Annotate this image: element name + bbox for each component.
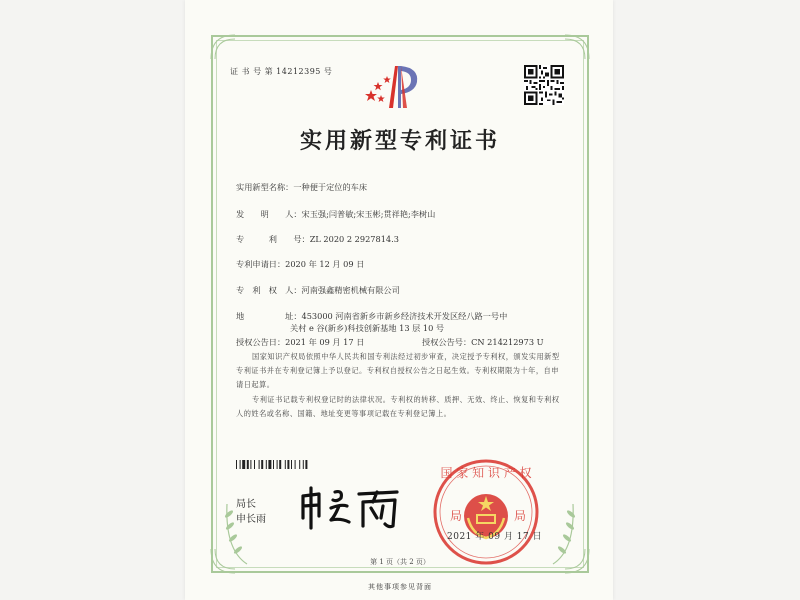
barcode-bar xyxy=(291,460,292,469)
barcode-bar xyxy=(277,460,278,469)
patent-office-emblem-icon xyxy=(365,62,425,110)
footer-note: 其他事项参见背面 xyxy=(368,583,432,591)
svg-text:局: 局 xyxy=(514,509,527,523)
field-application-date xyxy=(236,259,364,270)
field-grant-number xyxy=(422,337,544,348)
field-inventors xyxy=(236,209,435,220)
grant-statement-paragraph: 国家知识产权局依照中华人民共和国专利法经过初步审查，决定授予专利权，颁发实用新型专利证书并在专利登记簿上予以登记。专利权自授权公告之日起生效。专利权期限为十年，自申请日起算。 xyxy=(236,352,560,389)
barcode-bar xyxy=(236,460,237,469)
field-label: 实用新型名称： xyxy=(236,182,294,192)
svg-text:局: 局 xyxy=(450,509,463,523)
field-value: 453000 河南省新乡市新乡经济技术开发区经八路一号中 xyxy=(301,311,508,321)
barcode-bar xyxy=(247,460,249,469)
barcode-bar xyxy=(279,460,281,469)
address-line-2: 关村 e 谷(新乡)科技创新基地 13 层 10 号 xyxy=(290,323,445,333)
barcode-bar xyxy=(242,460,245,469)
field-label: 发 明 人： xyxy=(236,209,302,219)
field-value: CN 214212973 U xyxy=(471,337,544,347)
field-value: 一种便于定位的车床 xyxy=(293,182,368,192)
barcode-bar xyxy=(303,460,304,469)
barcode-bar xyxy=(273,460,274,469)
barcode-bar xyxy=(295,460,296,469)
barcode-bar xyxy=(250,460,251,469)
barcode-bar xyxy=(287,460,289,469)
legal-status-paragraph: 专利证书记载专利权登记时的法律状况。专利权的转移、质押、无效、终止、恢复和专利权人的姓名或名称、国籍、地址变更等事项记载在专利登记簿上。 xyxy=(236,395,560,418)
barcode-icon xyxy=(236,460,344,469)
field-label: 专利申请日： xyxy=(236,259,286,269)
field-value: 河南强鑫精密机械有限公司 xyxy=(301,285,400,295)
field-value: ZL 2020 2 2927814.3 xyxy=(309,234,399,244)
barcode-bar xyxy=(305,460,307,469)
field-address xyxy=(236,311,507,322)
seal-date: 2021 年 09 月 17 日 xyxy=(447,532,543,542)
barcode-bar xyxy=(268,460,271,469)
barcode-bar xyxy=(299,460,300,469)
corner-ornament-icon xyxy=(209,33,237,61)
barcode-bar xyxy=(259,460,260,469)
field-label: 专 利 号： xyxy=(236,234,310,244)
field-label: 专 利 权 人： xyxy=(236,285,302,295)
page-number: 第 1 页（共 2 页） xyxy=(370,558,430,566)
director-title: 局长 xyxy=(236,499,256,510)
svg-text:国 家 知 识 产 权: 国 家 知 识 产 权 xyxy=(440,466,532,480)
field-patent-number xyxy=(236,234,399,245)
field-value: 2021 年 09 月 17 日 xyxy=(285,337,365,347)
field-grant-date xyxy=(236,337,364,348)
barcode-bar xyxy=(240,460,241,469)
national-ip-seal-icon xyxy=(432,458,543,566)
field-label: 地 址： xyxy=(236,311,302,321)
field-label: 授权公告日： xyxy=(236,337,286,347)
field-label: 授权公告号： xyxy=(422,337,472,347)
certificate-number: 证 书 号 第 14212395 号 xyxy=(230,67,333,76)
field-value: 2020 年 12 月 09 日 xyxy=(285,259,365,269)
field-value: 宋玉强;闫普敏;宋玉彬;贯祥艳;李树山 xyxy=(301,209,436,219)
field-utility-name xyxy=(236,182,367,193)
barcode-bar xyxy=(285,460,286,469)
corner-ornament-icon xyxy=(563,33,591,61)
barcode-bar xyxy=(254,460,255,469)
field-patentee xyxy=(236,285,400,296)
certificate-title: 实用新型专利证书 xyxy=(299,128,500,154)
barcode-bar xyxy=(261,460,263,469)
barcode-bar xyxy=(266,460,267,469)
qr-code-icon xyxy=(524,65,564,105)
director-signature-icon xyxy=(297,484,407,530)
director-name: 申长雨 xyxy=(236,514,266,525)
